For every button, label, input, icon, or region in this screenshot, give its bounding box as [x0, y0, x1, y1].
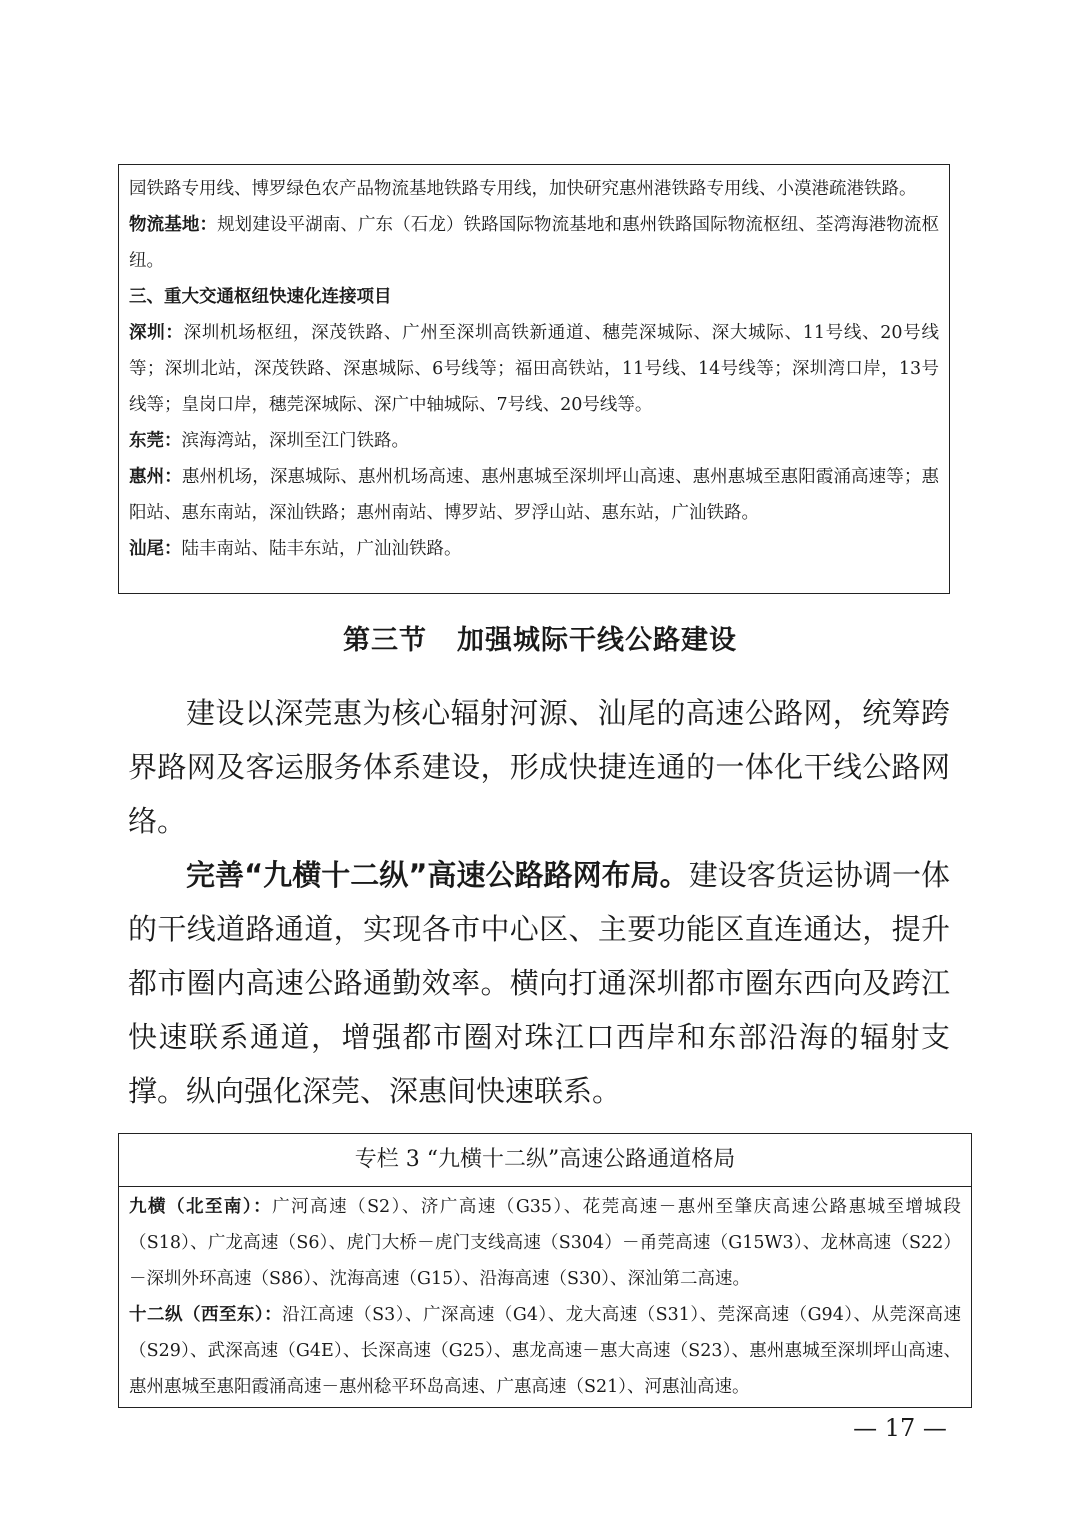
- section-title: [0, 618, 1080, 657]
- entry-text: 陆丰南站、陆丰东站，广汕汕铁路。: [181, 539, 462, 559]
- entry-label: 汕尾：: [129, 539, 182, 559]
- entry-dongguan: [129, 423, 939, 459]
- vertical-text: 沿江高速（S3）、广深高速（G4）、龙大高速（S31）、莞深高速（G94）、从莞深高速（S29）、武深高速（G4E）、长深高速（G25）、惠龙高速－惠大高速（S23）、惠州惠城至深圳坪山高速、惠州惠城至惠阳霞涌高速－惠州稔平环岛高速、广惠高速（S21）、河惠汕高速。: [129, 1305, 961, 1397]
- vertical-entry: [129, 1297, 961, 1405]
- horizontal-label: 九横（北至南）：: [129, 1197, 273, 1217]
- entry-huizhou: [129, 459, 939, 531]
- page-number: — 17 —: [853, 1414, 947, 1442]
- paragraph-text: 建设客货运协调一体的干线道路通道，实现各市中心区、主要功能区直连通达，提升都市圈内高速公路通勤效率。横向打通深圳都市圈东西向及跨江快速联系通道，增强都市圈对珠江口西岸和东部沿海的辐射支撑。纵向强化深莞、深惠间快速联系。: [128, 858, 950, 1108]
- entry-label: 深圳：: [129, 323, 184, 343]
- table-box-highways: [118, 1133, 972, 1408]
- entry-label: 东莞：: [129, 431, 182, 451]
- paragraph-intro: 建设以深莞惠为核心辐射河源、汕尾的高速公路网，统筹跨界路网及客运服务体系建设，形成快捷连通的一体化干线公路网络。: [128, 696, 950, 838]
- box-header: 专栏 3 “九横十二纵”高速公路通道格局: [119, 1134, 971, 1187]
- hub-heading: 三、重大交通枢纽快速化连接项目: [129, 287, 392, 307]
- entry-shenzhen: [129, 315, 939, 423]
- section-heading: 加强城际干线公路建设: [457, 625, 737, 656]
- entry-text: 惠州机场，深惠城际、惠州机场高速、惠州惠城至深圳坪山高速、惠州惠城至惠阳霞涌高速等；惠阳站、惠东南站，深汕铁路；惠州南站、博罗站、罗浮山站、惠东站，广汕铁路。: [129, 467, 940, 523]
- paragraph-lead: 完善“九横十二纵”高速公路路网布局。: [186, 858, 689, 892]
- entry-shanwei: [129, 531, 939, 567]
- entry-text: 深圳机场枢纽，深茂铁路、广州至深圳高铁新通道、穗莞深城际、深大城际、11号线、20号线等；深圳北站，深茂铁路、深惠城际、6号线等；福田高铁站，11号线、14号线等；深圳湾口岸，13号线等；皇岗口岸，穗莞深城际、深广中轴城际、7号线、20号线等。: [129, 323, 939, 415]
- table-box-projects: [118, 164, 950, 594]
- box-body: [119, 1187, 971, 1405]
- entry-text: 滨海湾站，深圳至江门铁路。: [181, 431, 409, 451]
- logistics-text: 规划建设平湖南、广东（石龙）铁路国际物流基地和惠州铁路国际物流枢纽、荃湾海港物流枢纽。: [129, 215, 940, 271]
- entry-label: 惠州：: [129, 467, 182, 487]
- logistics-entry: [129, 207, 939, 279]
- logistics-label: 物流基地：: [129, 215, 218, 235]
- box-continued-text: 园铁路专用线、博罗绿色农产品物流基地铁路专用线，加快研究惠州港铁路专用线、小漠港疏港铁路。: [129, 179, 917, 199]
- section-number: 第三节: [343, 625, 427, 656]
- vertical-label: 十二纵（西至东）：: [129, 1305, 283, 1325]
- paragraph-layout: [128, 848, 950, 1118]
- horizontal-text: 广河高速（S2）、济广高速（G35）、花莞高速－惠州至肇庆高速公路惠城至增城段（S18）、广龙高速（S6）、虎门大桥－虎门支线高速（S304）－甬莞高速（G15W3）、龙林高速（S22）－深圳外环高速（S86）、沈海高速（G15）、沿海高速（S30）、深汕第二高速。: [129, 1197, 961, 1289]
- horizontal-entry: [129, 1189, 961, 1297]
